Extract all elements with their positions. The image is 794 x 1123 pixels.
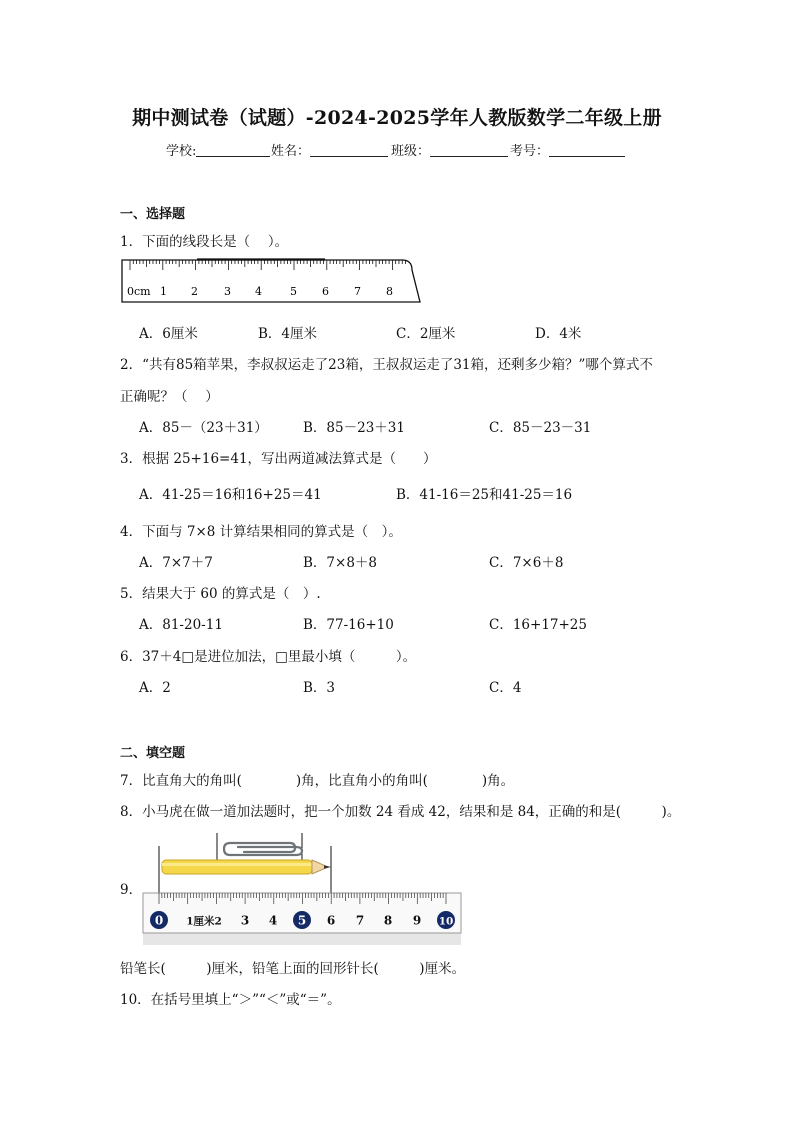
q5-option-b[interactable]: B．77-16+10 xyxy=(303,617,394,633)
q4-option-b[interactable]: B．7×8＋8 xyxy=(303,555,377,571)
name-blank[interactable] xyxy=(310,142,388,157)
paper-clip-icon xyxy=(224,843,302,855)
question-2-stem-line1: 2．“共有85箱苹果，李叔叔运走了23箱，王叔叔运走了31箱，还剩多少箱？”哪个算式不 xyxy=(120,357,653,373)
q3-option-b[interactable]: B．41-16＝25和41-25＝16 xyxy=(396,487,573,503)
name-label: 姓名： xyxy=(271,144,311,159)
school-label: 学校: xyxy=(166,144,197,159)
ruler-num-4: 4 xyxy=(268,913,278,928)
ruler-num-3: 3 xyxy=(240,913,250,928)
q1-option-a[interactable]: A．6厘米 xyxy=(139,326,198,342)
q6-option-a[interactable]: A．2 xyxy=(139,680,171,696)
ruler-label-7: 7 xyxy=(354,285,361,298)
question-1-stem: 1．下面的线段长是（ ）。 xyxy=(120,234,289,250)
ruler-label-3: 3 xyxy=(224,285,231,298)
ruler-num-10: 10 xyxy=(438,915,454,928)
ruler-num-9: 9 xyxy=(412,913,422,928)
q2-option-a[interactable]: A．85－（23＋31） xyxy=(139,420,268,436)
q5-option-a[interactable]: A．81-20-11 xyxy=(139,617,223,633)
section-heading-fill: 二、填空题 xyxy=(120,746,186,761)
pencil-ruler-figure xyxy=(138,830,468,952)
class-field xyxy=(391,140,508,159)
q2-option-c[interactable]: C．85－23－31 xyxy=(489,420,592,436)
question-7-stem: 7．比直角大的角叫( )角，比直角小的角叫( )角。 xyxy=(120,773,515,789)
ruler-label-6: 6 xyxy=(322,285,329,298)
school-field xyxy=(166,140,270,159)
ruler-figure-q1 xyxy=(120,256,425,308)
question-9-number: 9． xyxy=(120,882,143,898)
q4-option-a[interactable]: A．7×7＋7 xyxy=(139,555,213,571)
q4-option-c[interactable]: C．7×6＋8 xyxy=(489,555,564,571)
q5-option-c[interactable]: C．16+17+25 xyxy=(489,617,587,633)
ruler-num-0: 0 xyxy=(154,913,164,928)
q1-option-d[interactable]: D．4米 xyxy=(535,326,582,342)
ruler-numbers xyxy=(127,285,393,298)
name-field xyxy=(271,140,388,159)
ruler-num-1-2: 1厘米2 xyxy=(186,915,222,928)
pencil-icon xyxy=(162,860,331,874)
question-9-answer: 铅笔长( )厘米，铅笔上面的回形针长( )厘米。 xyxy=(120,961,466,977)
q1-option-b[interactable]: B．4厘米 xyxy=(258,326,318,342)
page-title: 期中测试卷（试题）-2024-2025学年人教版数学二年级上册 xyxy=(132,107,662,129)
q6-option-c[interactable]: C．4 xyxy=(489,680,522,696)
question-2-stem-line2: 正确呢？（ ） xyxy=(120,389,219,405)
ruler-num-8: 8 xyxy=(383,913,393,928)
ruler-label-1: 1 xyxy=(160,285,167,298)
q6-option-b[interactable]: B．3 xyxy=(303,680,336,696)
ruler-num-5: 5 xyxy=(297,913,307,928)
ruler-num-7: 7 xyxy=(355,913,365,928)
q3-option-a[interactable]: A．41-25＝16和16+25＝41 xyxy=(139,487,322,503)
exam-no-label: 考号： xyxy=(510,144,550,159)
class-label: 班级： xyxy=(391,144,431,159)
class-blank[interactable] xyxy=(430,142,508,157)
question-10-stem: 10．在括号里填上“＞”“＜”或“＝”。 xyxy=(120,992,341,1008)
section-heading-choice: 一、选择题 xyxy=(120,207,186,222)
ruler-label-8: 8 xyxy=(386,285,393,298)
ruler-label-4: 4 xyxy=(255,285,262,298)
ruler-label-5: 5 xyxy=(290,285,297,298)
question-6-stem: 6．37＋4□是进位加法，□里最小填（ ）。 xyxy=(120,649,417,665)
exam-no-field xyxy=(510,140,625,159)
ruler-label-2: 2 xyxy=(191,285,198,298)
exam-no-blank[interactable] xyxy=(549,142,625,157)
question-8-stem: 8．小马虎在做一道加法题时，把一个加数 24 看成 42，结果和是 84，正确的和是( )。 xyxy=(120,804,681,820)
ruler-num-6: 6 xyxy=(326,913,336,928)
school-blank[interactable] xyxy=(196,142,270,157)
question-5-stem: 5．结果大于 60 的算式是（ ）. xyxy=(120,586,321,602)
ruler-label-0: 0cm xyxy=(127,285,151,298)
question-4-stem: 4．下面与 7×8 计算结果相同的算式是（ ）。 xyxy=(120,524,402,540)
question-3-stem: 3．根据 25+16=41，写出两道减法算式是（ ） xyxy=(120,451,437,467)
q1-option-c[interactable]: C．2厘米 xyxy=(396,326,456,342)
q2-option-b[interactable]: B．85－23＋31 xyxy=(303,420,405,436)
